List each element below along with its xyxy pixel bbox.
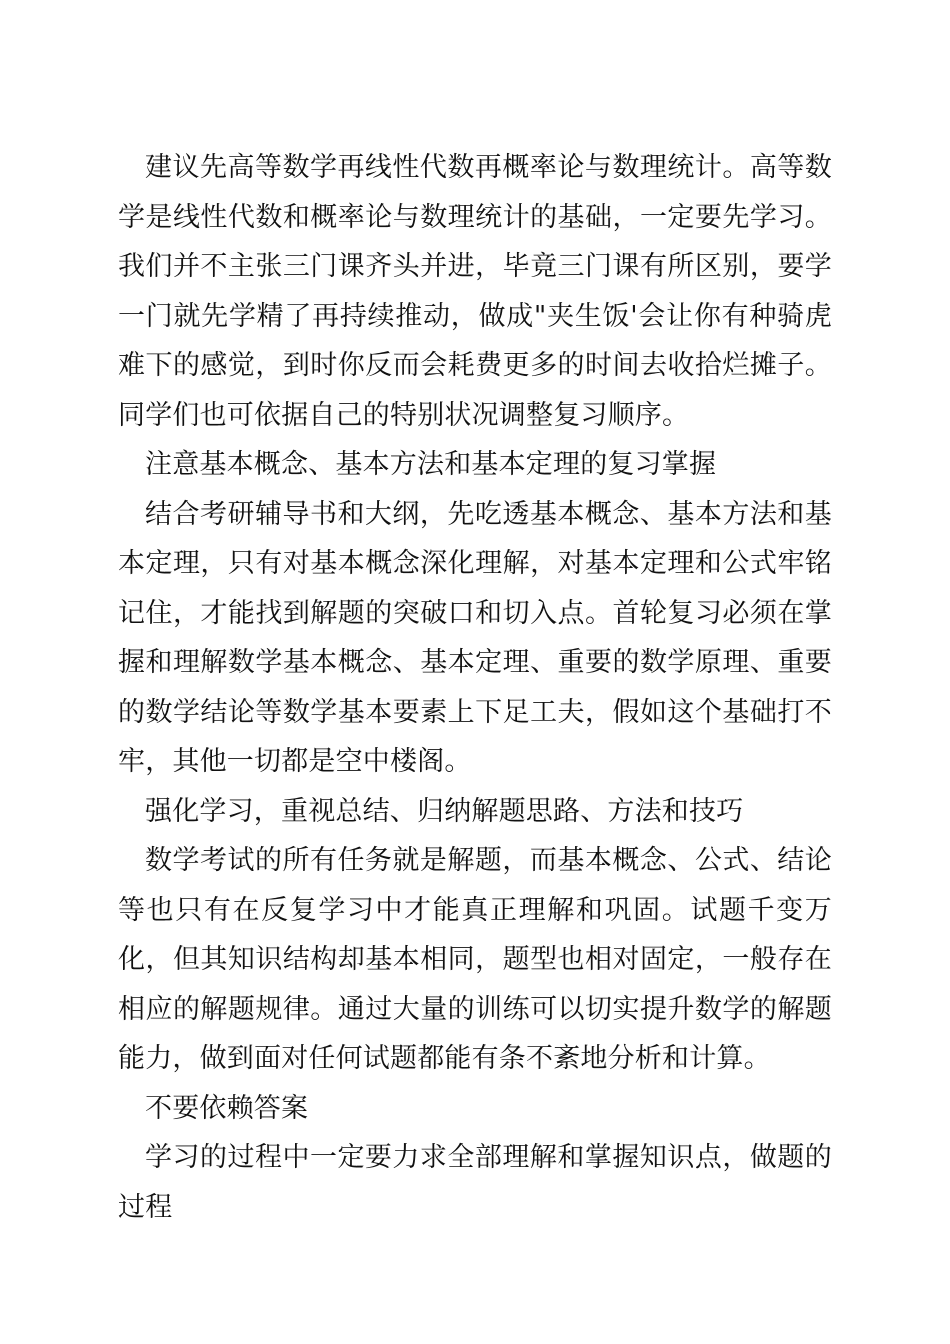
heading-strengthen-learning: 强化学习，重视总结、归纳解题思路、方法和技巧 (145, 795, 744, 827)
document-page (118, 143, 832, 1232)
heading-basic-concepts: 注意基本概念、基本方法和基本定理的复习掌握 (145, 449, 717, 480)
paragraph-understand-knowledge: 学习的过程中一定要力求全部理解和掌握知识点，做题的过程 (118, 1142, 832, 1223)
paragraph-problem-solving: 数学考试的所有任务就是解题，而基本概念、公式、结论等也只有在反复学习中才能真正理解和巩固。试题千变万化，但其知识结构却基本相同，题型也相对固定，一般存在相应的解题规律。通过大量的训练可以切实提升数学的解题能力，做到面对任何试题都能有条不紊地分析和计算。 (118, 845, 832, 1074)
paragraph-basic-concepts: 结合考研辅导书和大纲，先吃透基本概念、基本方法和基本定理，只有对基本概念深化理解，对基本定理和公式牢铭记住，才能找到解题的突破口和切入点。首轮复习必须在掌握和理解数学基本概念、基本定理、重要的数学原理、重要的数学结论等数学基本要素上下足工夫，假如这个基础打不牢，其他一切都是空中楼阁。 (118, 498, 832, 777)
heading-no-answer-dependence: 不要依赖答案 (145, 1092, 309, 1124)
paragraph-study-order: 建议先高等数学再线性代数再概率论与数理统计。高等数学是线性代数和概率论与数理统计的基础，一定要先学习。我们并不主张三门课齐头并进，毕竟三门课有所区别，要学一门就先学精了再持续推动，做成"夹生饭'会让你有种骑虎难下的感觉，到时你反而会耗费更多的时间去收拾烂摊子。同学们也可依据自己的特别状况调整复习顺序。 (118, 152, 832, 431)
